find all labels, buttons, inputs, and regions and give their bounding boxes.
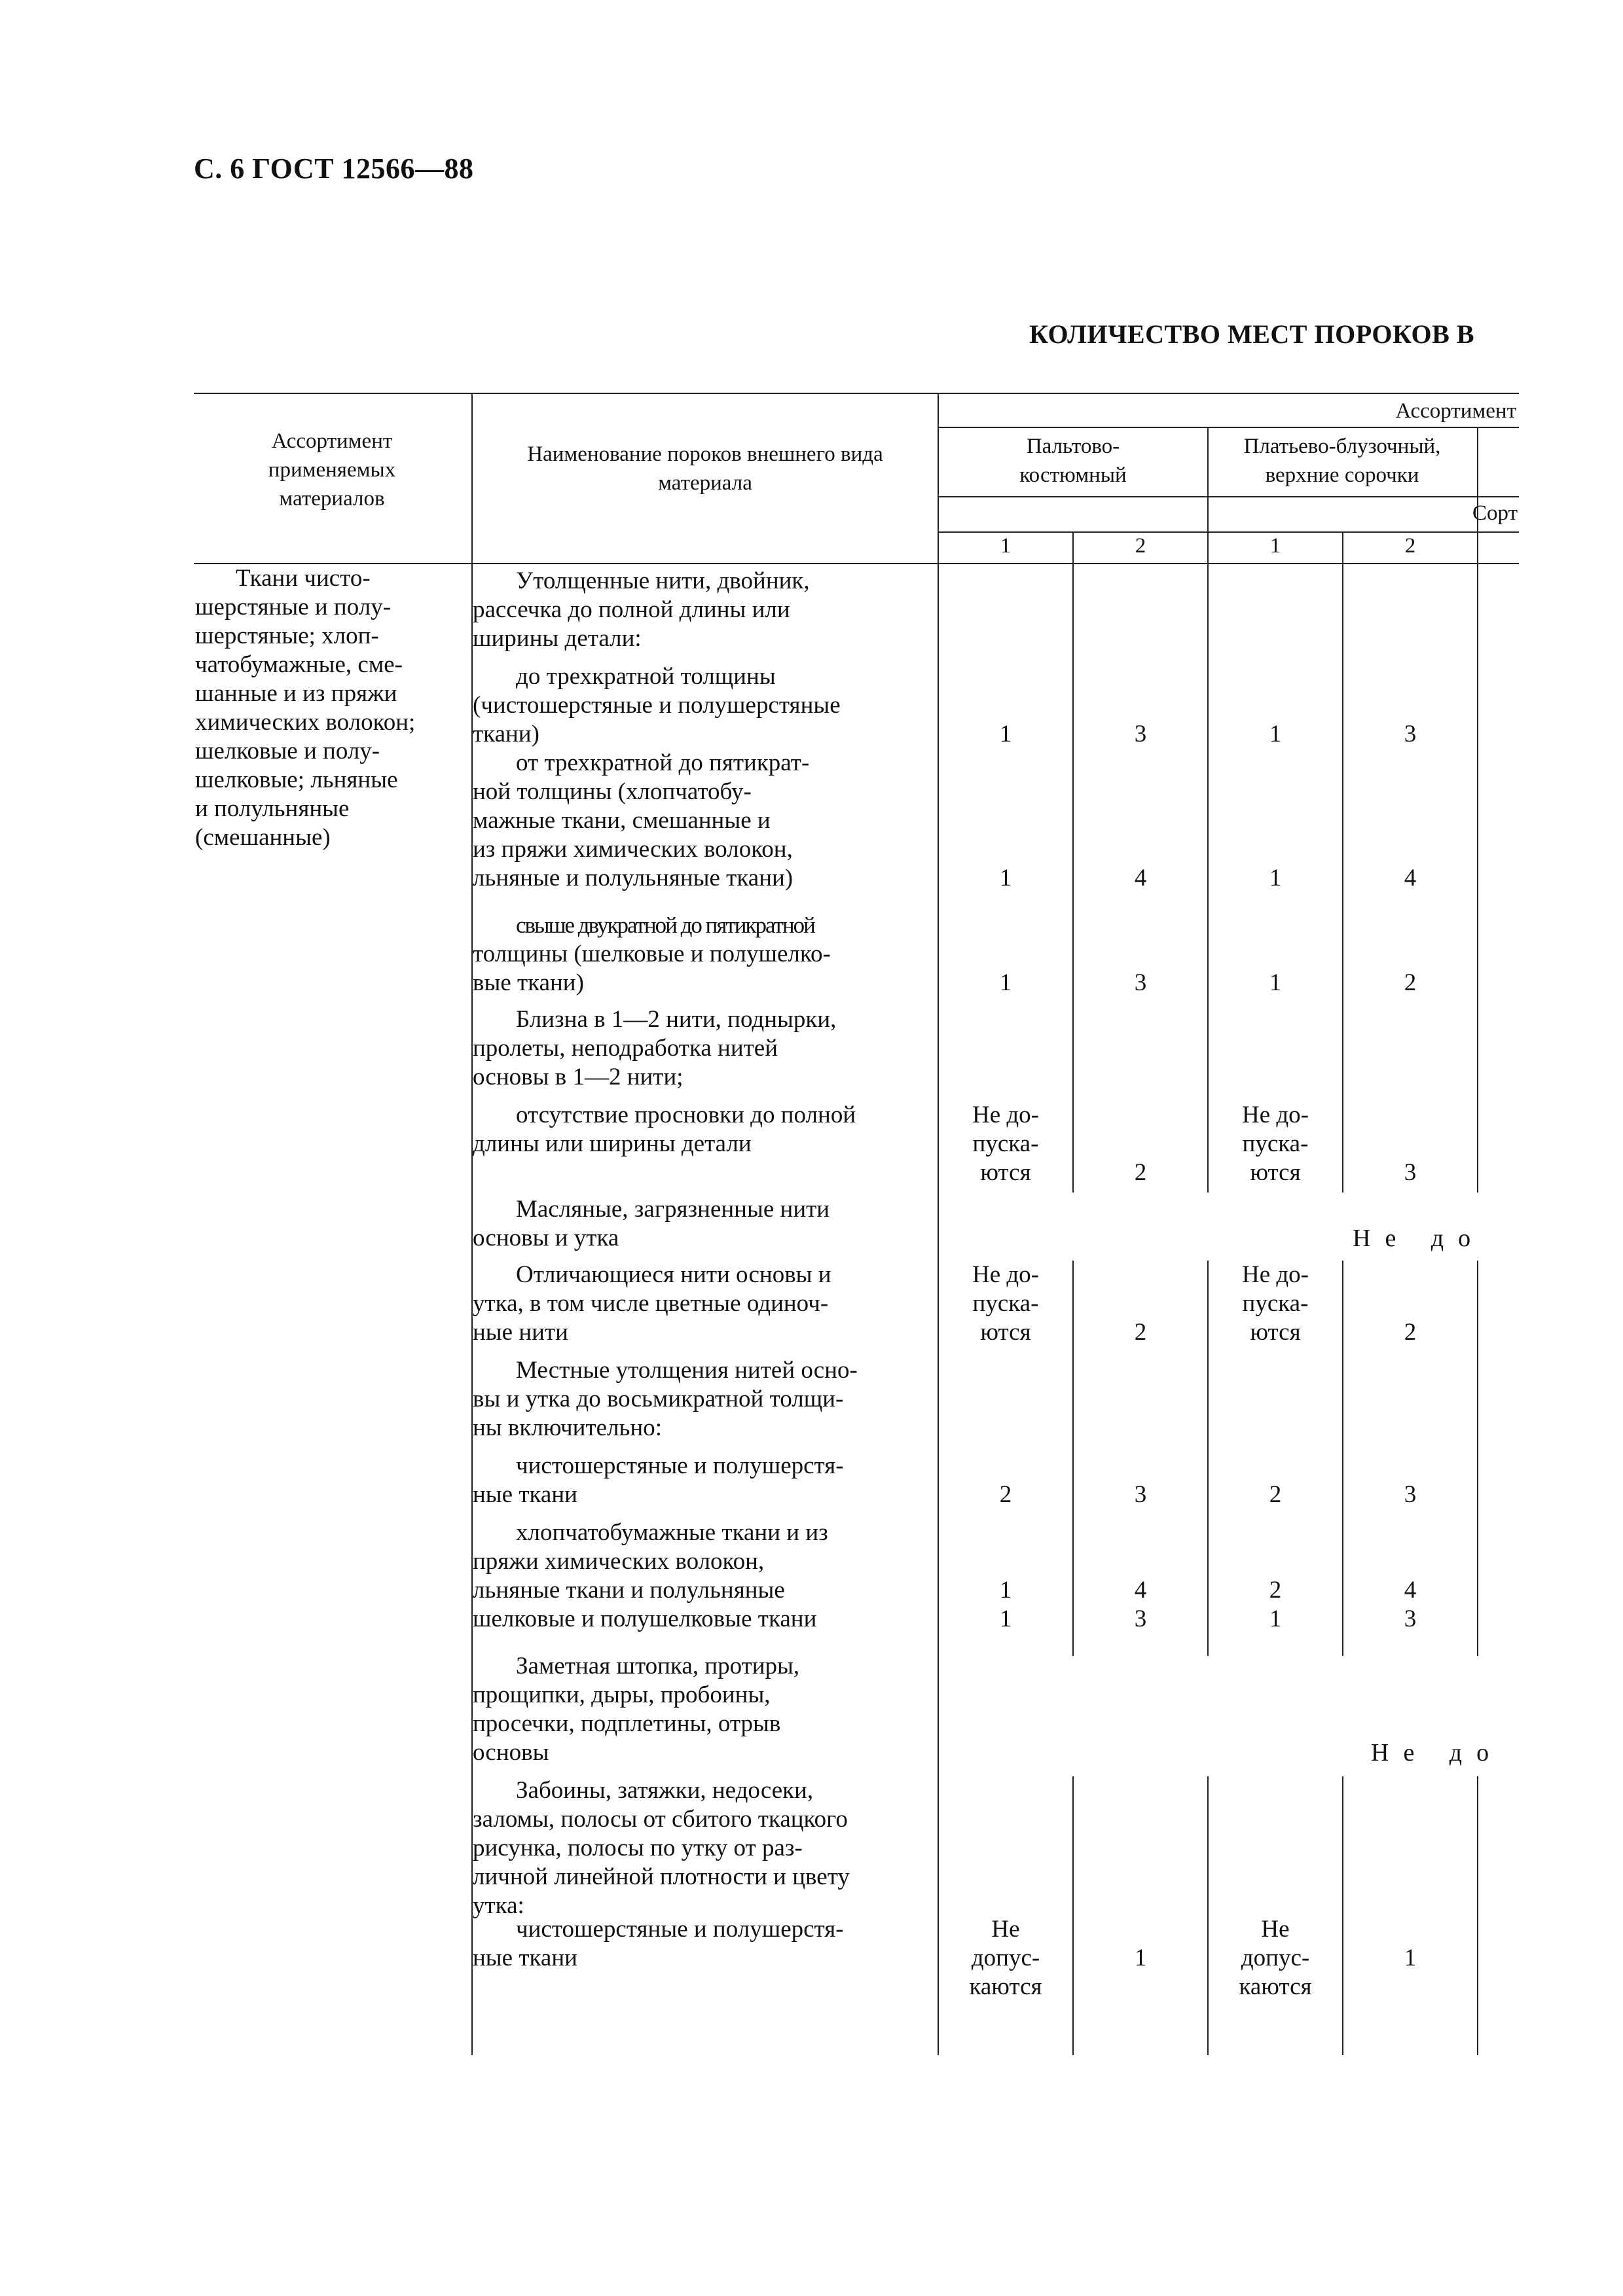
grade-value-cell: 3 bbox=[1134, 1605, 1147, 1632]
row-text-line: чистошерстяные и полушерстя- bbox=[516, 1916, 844, 1943]
grade-value-cell: 3 bbox=[1404, 721, 1417, 747]
grid-col-3c bbox=[1072, 1776, 1074, 2055]
grid-col-6 bbox=[1477, 427, 1478, 1193]
row-text-line: ткани) bbox=[473, 721, 539, 747]
grade-value-cell bbox=[940, 1915, 1071, 2001]
grade-label-rule bbox=[939, 496, 1519, 497]
assortment-cell: Ткани чисто- шерстяные и полу- шерстяные; хлоп- чатобумажные, сме- шанные и из пряжи химических волокон; шелковые и полу- шелковые; льняные и полульняные (смешанные) bbox=[195, 565, 416, 851]
grade-value-cell bbox=[1210, 1261, 1341, 1347]
grade-value-cell: 3 bbox=[1404, 1159, 1417, 1186]
row-text-line: основы в 1—2 нити; bbox=[473, 1064, 684, 1090]
header-grade-2: 2 bbox=[1135, 534, 1146, 558]
header-coat: Пальтово- костюмный bbox=[1019, 435, 1127, 487]
value-line: ются bbox=[980, 1159, 1031, 1186]
grade-value-cell: 2 bbox=[1269, 1577, 1282, 1604]
grade-value-cell bbox=[1210, 1101, 1341, 1187]
table-title: КОЛИЧЕСТВО МЕСТ ПОРОКОВ В bbox=[1029, 319, 1474, 349]
value-line: Не bbox=[1261, 1916, 1290, 1943]
row-9-text bbox=[473, 1356, 924, 1443]
grid-col-6b bbox=[1477, 1261, 1478, 1656]
row-text-line: рассечка до полной длины или bbox=[473, 596, 790, 623]
row-text-line: льняные ткани и полульняные bbox=[473, 1577, 785, 1604]
grid-col-3 bbox=[1072, 531, 1074, 1193]
header-grade: Сорт bbox=[1472, 501, 1518, 525]
grade-value-cell: 2 bbox=[999, 1481, 1012, 1508]
grade-value-cell: 1 bbox=[1134, 1945, 1147, 1971]
value-line: допус- bbox=[971, 1945, 1040, 1971]
row-2-text bbox=[473, 662, 924, 749]
grid-col-3b bbox=[1072, 1261, 1074, 1656]
header-dress: Платьево-блузочный, верхние сорочки bbox=[1243, 435, 1441, 487]
not-allowed-span-note: Не до bbox=[1353, 1225, 1486, 1252]
row-3-text bbox=[473, 749, 924, 893]
grid-col-4c bbox=[1207, 1776, 1209, 2055]
row-text-line: утка: bbox=[473, 1892, 524, 1919]
row-text-line: рисунка, полосы по утку от раз- bbox=[473, 1835, 803, 1861]
grade-value-cell: 2 bbox=[1269, 1481, 1282, 1508]
row-4-text bbox=[473, 911, 924, 997]
row-text-line: льняные и полульняные ткани) bbox=[473, 865, 793, 891]
grade-value-cell: 1 bbox=[999, 1577, 1012, 1604]
row-text-line: толщины (шелковые и полушелко- bbox=[473, 941, 831, 967]
header-grade-3: 1 bbox=[1269, 534, 1281, 558]
row-text-line: основы и утка bbox=[473, 1225, 619, 1251]
grade-value-cell: 4 bbox=[1134, 1577, 1147, 1604]
value-line: допус- bbox=[1241, 1945, 1310, 1971]
grade-value-cell: 3 bbox=[1134, 969, 1147, 996]
assortment-rule bbox=[939, 427, 1519, 428]
row-10-text bbox=[473, 1452, 924, 1509]
value-line: ются bbox=[1250, 1159, 1301, 1186]
header-grade-1: 1 bbox=[1000, 534, 1012, 558]
row-text-line: длины или ширины детали bbox=[473, 1130, 752, 1157]
row-text-line: ной толщины (хлопчатобу- bbox=[473, 778, 752, 805]
grade-value-cell: 4 bbox=[1404, 865, 1417, 891]
row-text-line: Утолщенные нити, двойник, bbox=[516, 567, 810, 594]
row-text-line: отсутствие просновки до полной bbox=[516, 1102, 856, 1128]
row-text-line: Отличающиеся нити основы и bbox=[516, 1261, 831, 1288]
row-text-line: пряжи химических волокон, bbox=[473, 1548, 765, 1575]
grade-value-cell: 3 bbox=[1404, 1605, 1417, 1632]
table-top-rule bbox=[194, 393, 1519, 394]
grade-value-cell bbox=[940, 1101, 1071, 1187]
column-divider-2 bbox=[938, 393, 939, 2055]
row-text-line: ны включительно: bbox=[473, 1414, 662, 1441]
row-text-line: Забоины, затяжки, недосеки, bbox=[516, 1777, 814, 1804]
grade-value-cell: 3 bbox=[1134, 721, 1147, 747]
row-5-text bbox=[473, 1005, 924, 1092]
header-grade-4: 2 bbox=[1404, 534, 1416, 558]
row-text-line: личной линейной плотности и цвету bbox=[473, 1863, 850, 1890]
grade-value-cell: 1 bbox=[1269, 865, 1282, 891]
grade-value-cell bbox=[940, 1261, 1071, 1347]
value-line: Не до- bbox=[1241, 1102, 1309, 1128]
grid-col-4b bbox=[1207, 1261, 1209, 1656]
row-text-line: вые ткани) bbox=[473, 969, 584, 996]
row-text-line: ширины детали: bbox=[473, 625, 642, 652]
value-line: Не до- bbox=[972, 1102, 1040, 1128]
row-text-line: Местные утолщения нитей осно- bbox=[516, 1357, 858, 1384]
row-text-line: шелковые и полушелковые ткани bbox=[473, 1605, 817, 1632]
grade-value-cell: 1 bbox=[1269, 1605, 1282, 1632]
grade-value-cell: 1 bbox=[1404, 1945, 1417, 1971]
row-text-line: Масляные, загрязненные нити bbox=[516, 1196, 830, 1223]
header-defect-name: Наименование пороков внешнего вида материала bbox=[527, 442, 883, 495]
value-line: каются bbox=[1239, 1973, 1312, 2000]
grade-value-cell: 4 bbox=[1134, 865, 1147, 891]
row-text-line: ные нити bbox=[473, 1319, 568, 1346]
row-text-line: ные ткани bbox=[473, 1945, 577, 1971]
row-12-text bbox=[473, 1605, 924, 1634]
grade-value-cell: 2 bbox=[1134, 1319, 1147, 1346]
row-text-line: от трехкратной до пятикрат- bbox=[516, 749, 810, 776]
row-text-line: прощипки, дыры, пробоины, bbox=[473, 1681, 771, 1708]
grade-value-cell: 1 bbox=[999, 721, 1012, 747]
row-text-line: мажные ткани, смешанные и bbox=[473, 807, 771, 834]
grade-value-cell bbox=[1210, 1915, 1341, 2001]
grade-value-cell: 1 bbox=[999, 865, 1012, 891]
header-assortment-materials: Ассортимент применяемых материалов bbox=[268, 429, 396, 511]
grid-col-6c bbox=[1477, 1776, 1478, 2055]
value-line: Не до- bbox=[1241, 1261, 1309, 1288]
row-1-text bbox=[473, 567, 924, 653]
row-text-line: из пряжи химических волокон, bbox=[473, 836, 793, 863]
grade-value-cell: 2 bbox=[1134, 1159, 1147, 1186]
row-text-line: вы и утка до восьмикратной толщи- bbox=[473, 1386, 844, 1412]
grade-value-cell: 3 bbox=[1404, 1481, 1417, 1508]
not-allowed-span-note: Не до bbox=[1371, 1739, 1504, 1767]
grade-value-cell: 1 bbox=[999, 1605, 1012, 1632]
row-text-line: Близна в 1—2 нити, поднырки, bbox=[516, 1006, 837, 1033]
row-7-text bbox=[473, 1195, 924, 1253]
row-text-line: хлопчатобумажные ткани и из bbox=[516, 1519, 828, 1546]
value-line: пуска- bbox=[1242, 1130, 1309, 1157]
grade-value-cell: 4 bbox=[1404, 1577, 1417, 1604]
row-6-text bbox=[473, 1101, 924, 1158]
value-line: пуска- bbox=[1242, 1290, 1309, 1317]
grade-value-cell: 1 bbox=[1269, 969, 1282, 996]
row-13-text bbox=[473, 1652, 924, 1767]
grade-value-cell: 2 bbox=[1404, 1319, 1417, 1346]
grade-value-cell: 1 bbox=[999, 969, 1012, 996]
row-text-line: основы bbox=[473, 1739, 549, 1766]
row-text-line: Заметная штопка, протиры, bbox=[516, 1653, 800, 1679]
value-line: каются bbox=[969, 1973, 1042, 2000]
row-text-line: (чистошерстяные и полушерстяные bbox=[473, 692, 841, 719]
value-line: ются bbox=[980, 1319, 1031, 1346]
row-text-line: просечки, подплетины, отрыв bbox=[473, 1710, 781, 1737]
value-line: пуска- bbox=[972, 1290, 1039, 1317]
grade-value-cell: 1 bbox=[1269, 721, 1282, 747]
row-15-text bbox=[473, 1915, 924, 1973]
value-line: Не до- bbox=[972, 1261, 1040, 1288]
row-text-line: заломы, полосы от сбитого ткацкого bbox=[473, 1806, 848, 1833]
row-text-line: свыше двукратной до пятикратной bbox=[516, 912, 814, 938]
grid-col-5 bbox=[1342, 531, 1343, 1193]
grade-value-cell: 2 bbox=[1404, 969, 1417, 996]
page-header: С. 6 ГОСТ 12566—88 bbox=[194, 152, 474, 185]
row-11-text bbox=[473, 1518, 924, 1605]
grid-col-5c bbox=[1342, 1776, 1343, 2055]
grid-col-5b bbox=[1342, 1261, 1343, 1656]
header-assortment: Ассортимент bbox=[1395, 399, 1516, 423]
row-text-line: чистошерстяные и полушерстя- bbox=[516, 1452, 844, 1479]
grid-col-4 bbox=[1207, 427, 1209, 1193]
row-14-text bbox=[473, 1776, 924, 1920]
row-text-line: ные ткани bbox=[473, 1481, 577, 1508]
value-line: Не bbox=[991, 1916, 1020, 1943]
row-8-text bbox=[473, 1261, 924, 1347]
grade-value-cell: 3 bbox=[1134, 1481, 1147, 1508]
row-text-line: пролеты, неподработка нитей bbox=[473, 1035, 778, 1062]
row-text-line: до трехкратной толщины bbox=[516, 663, 776, 690]
value-line: ются bbox=[1250, 1319, 1301, 1346]
value-line: пуска- bbox=[972, 1130, 1039, 1157]
row-text-line: утка, в том числе цветные одиноч- bbox=[473, 1290, 829, 1317]
